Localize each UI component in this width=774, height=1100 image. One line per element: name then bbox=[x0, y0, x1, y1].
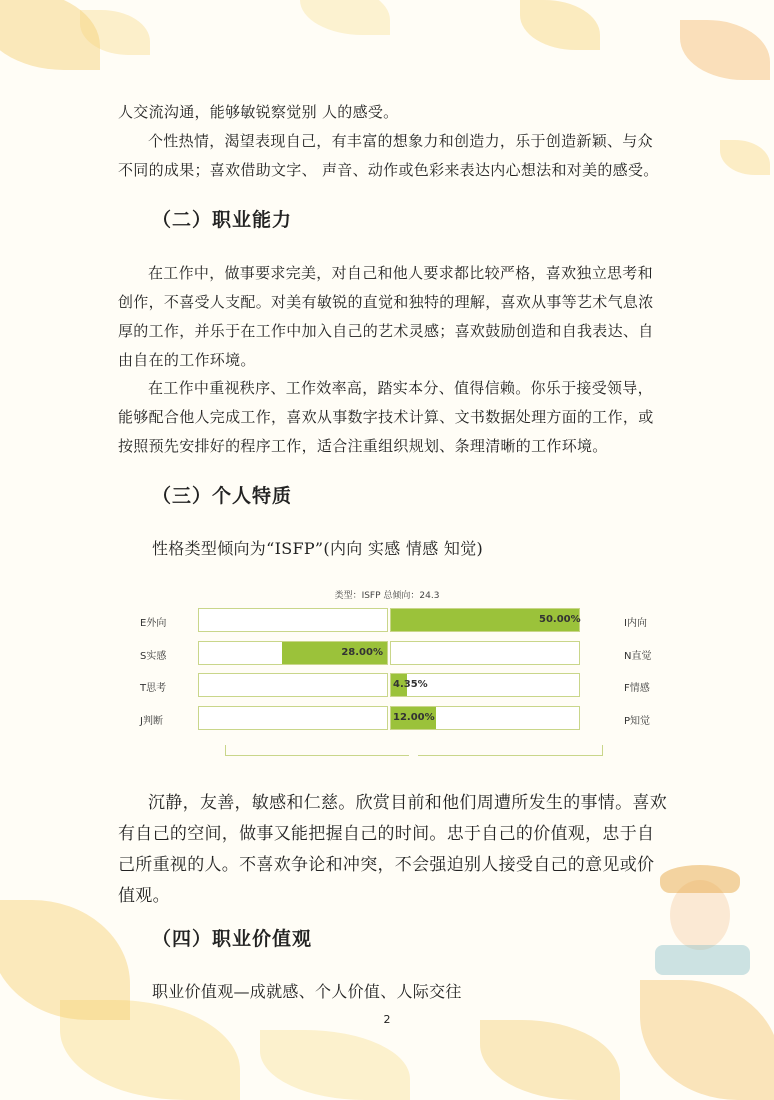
chart-bar-track bbox=[198, 706, 388, 730]
chart-bar-track bbox=[198, 641, 388, 665]
chart-bar-track bbox=[390, 641, 580, 665]
chart-right-label: N直觉 bbox=[624, 650, 652, 662]
paragraph-communication: 人交流沟通，能够敏锐察觉别 人的感受。 bbox=[118, 103, 399, 121]
chart-value-label: 50.00% bbox=[539, 614, 581, 625]
paragraph-work-style-1: 在工作中，做事要求完美，对自己和他人要求都比较严格，喜欢独立思考和创作，不喜受人支配。对美有敏锐的直觉和独特的理解，喜欢从事等艺术气息浓厚的工作，并乐于在工作中加入自己的艺术灵感；喜欢鼓励创造和自我表达、自由自在的工作环境。 bbox=[118, 264, 654, 369]
chart-bar-track bbox=[390, 706, 580, 730]
paragraph-work-style-2: 在工作中重视秩序、工作效率高，踏实本分、值得信赖。你乐于接受领导，能够配合他人完成工作，喜欢从事数字技术计算、文书数据处理方面的工作，或按照预先安排好的程序工作，适合注重组织规划、条理清晰的工作环境。 bbox=[118, 379, 654, 455]
chart-bar-track bbox=[390, 608, 580, 632]
chart-left-label: S实感 bbox=[140, 650, 167, 662]
page-number: 2 bbox=[383, 1013, 391, 1026]
chart-value-label: 4.35% bbox=[393, 679, 428, 690]
chart-left-label: E外向 bbox=[140, 618, 167, 629]
chart-title: 类型：ISFP 总倾向：24.3 bbox=[334, 591, 440, 601]
paragraph-type-tendency: 性格类型倾向为“ISFP”(内向 实感 情感 知觉) bbox=[152, 539, 484, 558]
heading-career-values: （四）职业价值观 bbox=[152, 928, 313, 950]
chart-bar-track bbox=[198, 673, 388, 697]
paragraph-personality: 个性热情，渴望表现自己，有丰富的想象力和创造力，乐于创造新颖、与众不同的成果；喜欢借助文字、 声音、动作或色彩来表达内心想法和对美的感受。 bbox=[118, 132, 659, 179]
chart-value-label: 28.00% bbox=[341, 646, 383, 658]
chart-bar-track bbox=[198, 608, 388, 632]
chart-right-label: I内向 bbox=[624, 618, 647, 629]
paragraph-career-values: 职业价值观—成就感、个人价值、人际交往 bbox=[152, 982, 462, 1001]
heading-personal-traits: （三）个人特质 bbox=[152, 485, 293, 507]
chart-left-label: T思考 bbox=[140, 683, 167, 694]
chart-bar-track bbox=[390, 673, 580, 697]
chart-left-label: J判断 bbox=[140, 715, 163, 727]
heading-career-ability: （二）职业能力 bbox=[152, 209, 293, 231]
chart-value-label: 12.00% bbox=[393, 711, 435, 723]
chart-bracket-right bbox=[418, 745, 603, 756]
chart-right-label: F情感 bbox=[624, 683, 650, 694]
chart-right-label: P知觉 bbox=[624, 715, 651, 727]
paragraph-traits-description: 沉静，友善，敏感和仁慈。欣赏目前和他们周遭所发生的事情。喜欢有自己的空间，做事又能把握自己的时间。忠于自己的价值观，忠于自己所重视的人。不喜欢争论和冲突，不会强迫别人接受自己的意见或价值观。 bbox=[118, 793, 667, 906]
chart-bracket-left bbox=[225, 745, 409, 756]
